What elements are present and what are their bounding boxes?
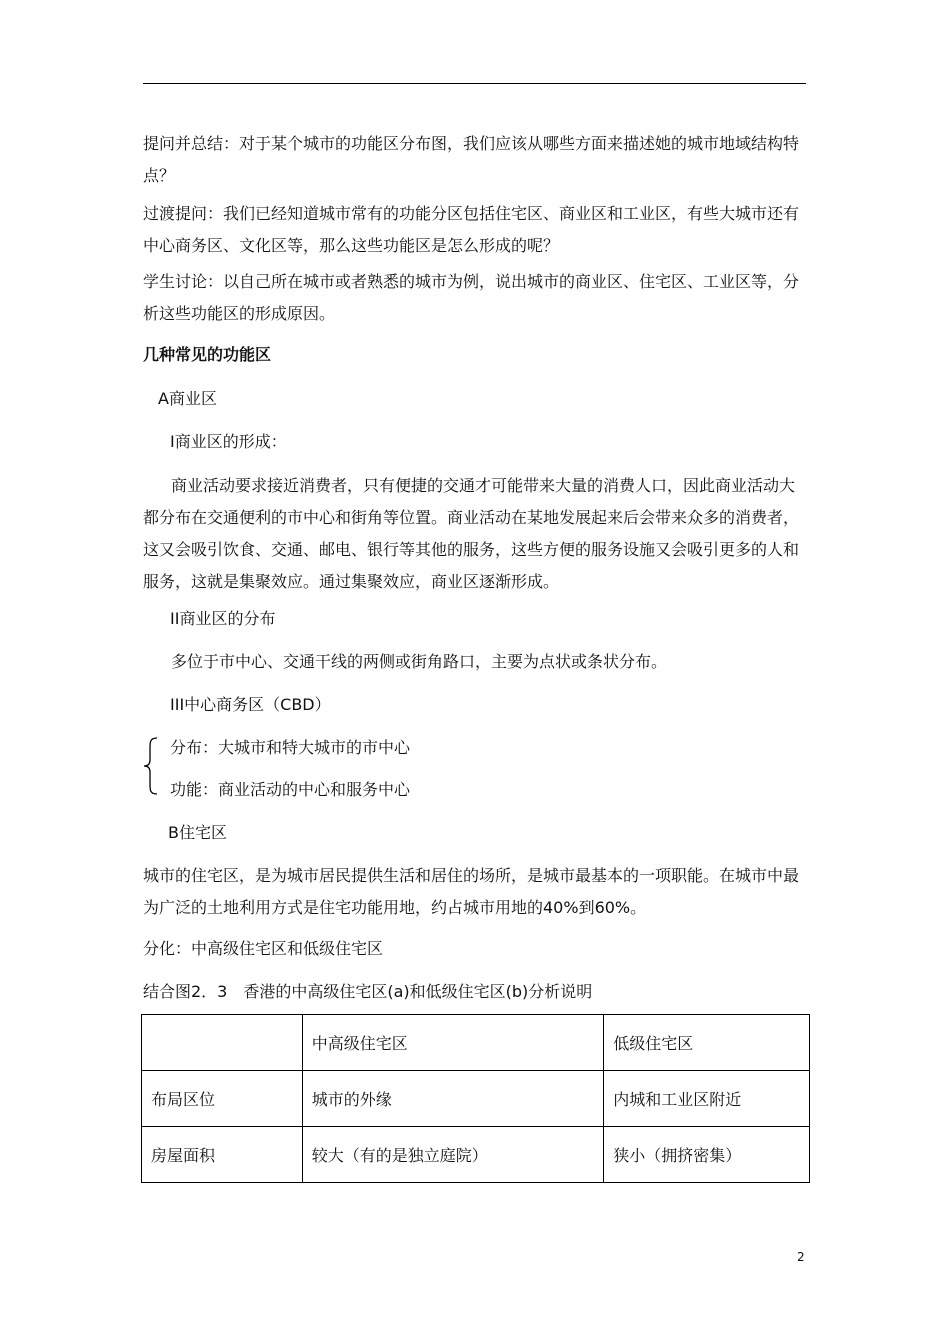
paragraph-transition-question: 过渡提问：我们已经知道城市常有的功能分区包括住宅区、商业区和工业区，有些大城市还有中心商务区、文化区等，那么这些功能区是怎么形成的呢？ xyxy=(143,204,800,255)
heading-commercial-zone: A商业区 xyxy=(158,389,217,408)
text-cbd-distribution: 分布：大城市和特大城市的市中心 xyxy=(170,738,411,757)
paragraph-commercial-formation: 商业活动要求接近消费者，只有便捷的交通才可能带来大量的消费人口，因此商业活动大都分布在交通便利的市中心和街角等位置。商业活动在某地发展起来后会带来众多的消费者，这又会吸引饮食、交通、邮电、银行等其他的服务，这些方便的服务设施又会吸引更多的人和服务，这就是集聚效应。通过集聚效应，商业区逐渐形成。 xyxy=(143,476,800,591)
table-header-cell: 中高级住宅区 xyxy=(302,1015,604,1071)
residential-comparison-table xyxy=(141,1014,810,1183)
table-cell: 较大（有的是独立庭院） xyxy=(302,1127,604,1183)
page-number: 2 xyxy=(797,1250,805,1264)
table-cell: 布局区位 xyxy=(142,1071,303,1127)
table-header-cell xyxy=(142,1015,303,1071)
table-row xyxy=(142,1071,810,1127)
header-rule xyxy=(143,83,806,84)
table-cell: 房屋面积 xyxy=(142,1127,303,1183)
curly-brace-icon xyxy=(141,736,161,796)
subheading-cbd: III中心商务区（CBD） xyxy=(170,695,331,714)
text-commercial-distribution: 多位于市中心、交通干线的两侧或街角路口，主要为点状或条状分布。 xyxy=(171,652,668,671)
paragraph-student-discussion: 学生讨论：以自己所在城市或者熟悉的城市为例，说出城市的商业区、住宅区、工业区等，分析这些功能区的形成原因。 xyxy=(143,272,800,323)
subheading-commercial-distribution: II商业区的分布 xyxy=(170,609,276,628)
paragraph-summary-question: 提问并总结：对于某个城市的功能区分布图，我们应该从哪些方面来描述她的城市地域结构特点？ xyxy=(143,134,800,185)
table-row xyxy=(142,1127,810,1183)
subheading-commercial-formation: I商业区的形成： xyxy=(170,432,287,451)
table-header-row xyxy=(142,1015,810,1071)
heading-residential-zone: B住宅区 xyxy=(168,823,227,842)
text-cbd-function: 功能：商业活动的中心和服务中心 xyxy=(170,780,411,799)
table-cell: 城市的外缘 xyxy=(302,1071,604,1127)
table-cell: 内城和工业区附近 xyxy=(604,1071,810,1127)
section-title: 几种常见的功能区 xyxy=(143,345,272,364)
text-residential-division: 分化：中高级住宅区和低级住宅区 xyxy=(143,939,384,958)
table-cell: 狭小（拥挤密集） xyxy=(604,1127,810,1183)
table-header-cell: 低级住宅区 xyxy=(604,1015,810,1071)
paragraph-residential: 城市的住宅区，是为城市居民提供生活和居住的场所，是城市最基本的一项职能。在城市中最为广泛的土地利用方式是住宅功能用地，约占城市用地的40%到60%。 xyxy=(143,866,800,917)
table-caption: 结合图2．3 香港的中高级住宅区(a)和低级住宅区(b)分析说明 xyxy=(143,982,593,1001)
